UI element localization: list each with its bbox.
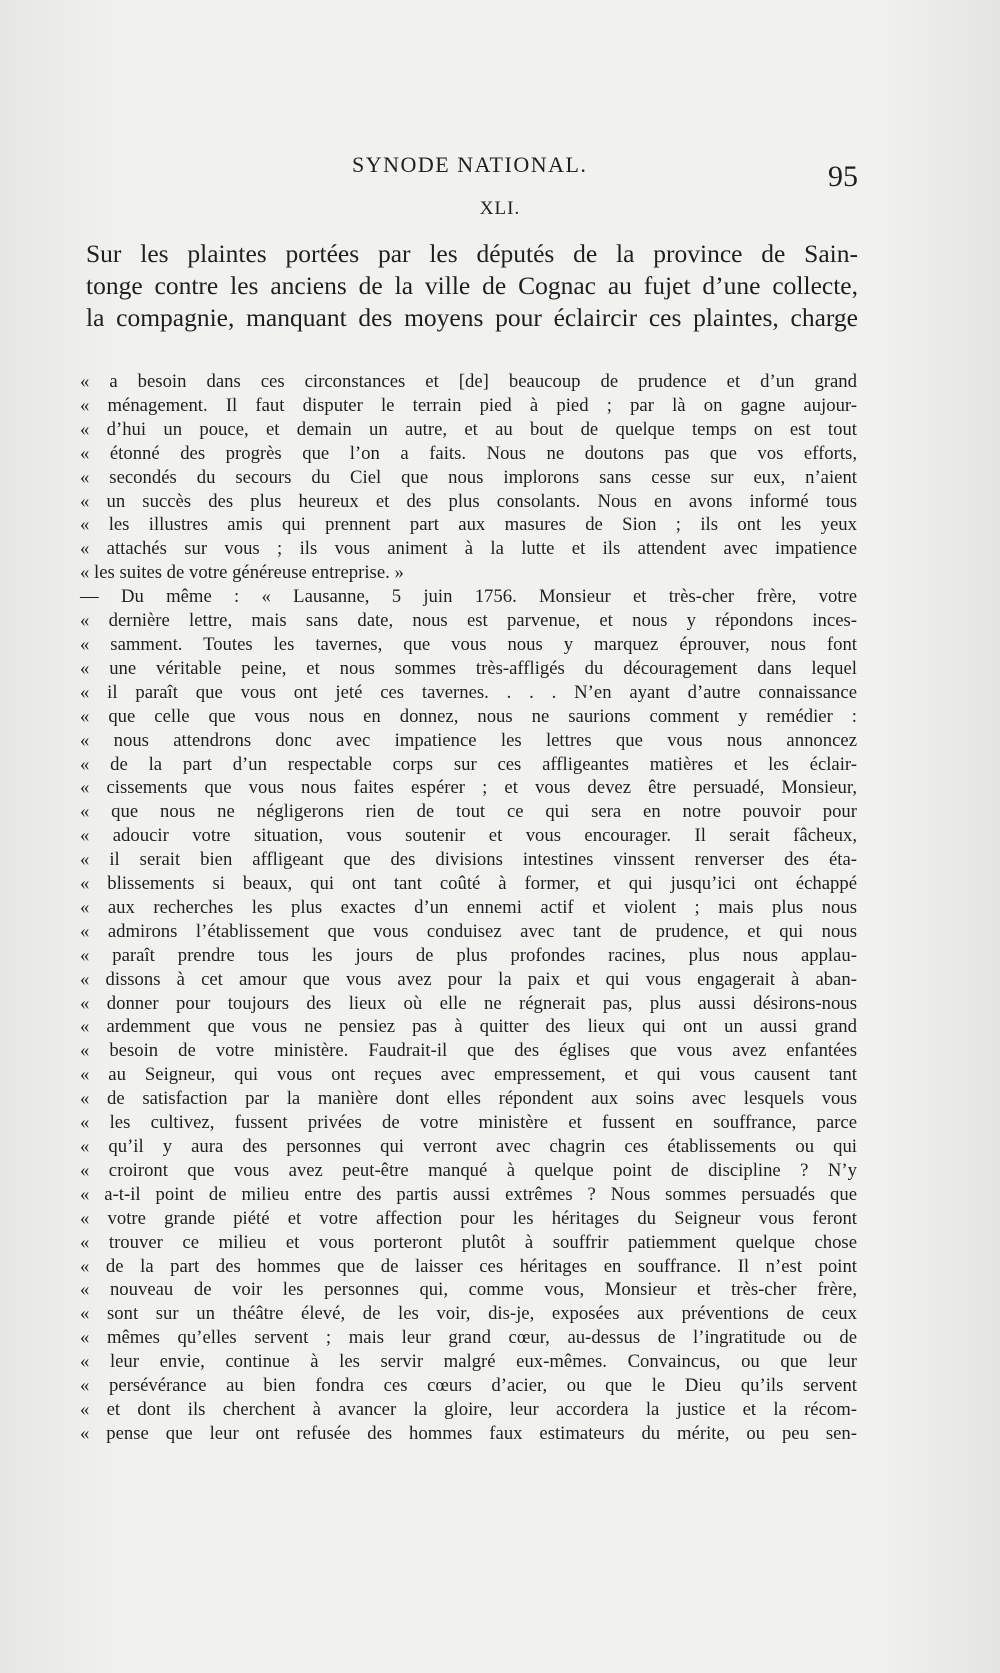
text-line: « sont sur un théâtre élevé, de les voir, dis-je, exposées aux préventions de ceux bbox=[80, 1303, 857, 1325]
text-line: « il paraît que vous ont jeté ces tavernes. . . . N’en ayant d’autre connaissance bbox=[80, 681, 857, 703]
text-line: « les illustres amis qui prennent part aux masures de Sion ; ils ont les yeux bbox=[80, 514, 857, 536]
main-paragraph bbox=[86, 238, 858, 334]
text-line: « dernière lettre, mais sans date, nous est parvenue, et nous y répondons inces- bbox=[80, 610, 857, 632]
text-line: « a besoin dans ces circonstances et [de] beaucoup de prudence et d’un grand bbox=[80, 371, 857, 392]
page-header bbox=[0, 146, 1000, 193]
text-line: « que celle que vous nous en donnez, nous ne saurions comment y remédier : bbox=[80, 705, 857, 727]
text-line: « ménagement. Il faut disputer le terrain pied à pied ; par là on gagne aujour- bbox=[80, 394, 857, 416]
text-line: « croiront que vous avez peut-être manqué à quelque point de discipline ? N’y bbox=[80, 1159, 857, 1181]
text-line: « persévérance au bien fondra ces cœurs d’acier, ou que le Dieu qu’ils servent bbox=[80, 1375, 857, 1397]
text-line: « leur envie, continue à les servir malgré eux-mêmes. Convaincus, ou que leur bbox=[80, 1351, 857, 1373]
text-line: « de la part des hommes que de laisser ces héritages en souffrance. Il n’est point bbox=[80, 1255, 857, 1277]
text-line: tonge contre les anciens de la ville de Cognac au fujet d’une collecte, bbox=[86, 271, 858, 300]
text-line: « blissements si beaux, qui ont tant coûté à former, et qui jusqu’ici ont échappé bbox=[80, 873, 857, 895]
text-line: « pense que leur ont refusée des hommes faux estimateurs du mérite, ou peu sen- bbox=[80, 1422, 857, 1444]
text-line: « les cultivez, fussent privées de votre ministère et fussent en souffrance, parce bbox=[80, 1112, 857, 1134]
text-line: « de la part d’un respectable corps sur ces affligeantes matières et les éclair- bbox=[80, 753, 857, 775]
text-line: « donner pour toujours des lieux où elle ne régnerait pas, plus aussi désirons-nous bbox=[80, 992, 857, 1014]
quoted-letter bbox=[80, 370, 857, 1446]
text-line: « qu’il y aura des personnes qui verront avec chagrin ces établissements ou qui bbox=[80, 1136, 857, 1157]
text-line: « cissements que vous nous faites espérer ; et vous devez être persuadé, Monsieur, bbox=[80, 777, 857, 799]
text-line: « adoucir votre situation, vous soutenir et vous encourager. Il serait fâcheux, bbox=[80, 825, 857, 847]
text-line: « il serait bien affligeant que des divisions intestines vinssent renverser des éta- bbox=[80, 849, 857, 871]
text-line: « dissons à cet amour que vous avez pour la paix et qui vous engagerait à aban- bbox=[80, 968, 857, 990]
text-line: « nous attendrons donc avec impatience les lettres que vous nous annoncez bbox=[80, 729, 857, 751]
text-line: « paraît prendre tous les jours de plus profondes racines, plus nous applau- bbox=[80, 944, 857, 966]
section-number: XLI. bbox=[479, 198, 521, 219]
running-title: SYNODE NATIONAL. bbox=[352, 152, 588, 177]
text-line: — Du même : « Lausanne, 5 juin 1756. Monsieur et très-cher frère, votre bbox=[80, 586, 857, 608]
text-line: « a-t-il point de milieu entre des partis aussi extrêmes ? Nous sommes persuadés que bbox=[80, 1183, 857, 1205]
text-line: « ardemment que vous ne pensiez pas à quitter des lieux qui ont un aussi grand bbox=[80, 1016, 857, 1038]
text-line: « de satisfaction par la manière dont elles répondent aux soins avec lesquels vous bbox=[80, 1088, 857, 1110]
text-line: « et dont ils cherchent à avancer la gloire, leur accordera la justice et la récom- bbox=[80, 1398, 857, 1420]
text-line: « aux recherches les plus exactes d’un ennemi actif et violent ; mais plus nous bbox=[80, 896, 857, 918]
text-line: « au Seigneur, qui vous ont reçues avec empressement, et qui vous causent tant bbox=[80, 1064, 857, 1086]
text-line: « les suites de votre généreuse entreprise. » bbox=[80, 562, 404, 584]
page-number: 95 bbox=[828, 160, 858, 193]
text-line: « secondés du secours du Ciel que nous implorons sans cesse sur eux, n’aient bbox=[80, 466, 857, 488]
text-line: « attachés sur vous ; ils vous animent à la lutte et ils attendent avec impatience bbox=[80, 538, 857, 560]
text-line: « samment. Toutes les tavernes, que vous nous y marquez éprouver, nous font bbox=[80, 633, 857, 655]
text-line: la compagnie, manquant des moyens pour éclaircir ces plaintes, charge bbox=[86, 303, 858, 332]
text-line: « une véritable peine, et nous sommes très-affligés du découragement dans lequel bbox=[80, 657, 857, 679]
text-line: Sur les plaintes portées par les députés de la province de Sain- bbox=[86, 239, 858, 268]
text-line: « votre grande piété et votre affection pour les héritages du Seigneur vous feront bbox=[80, 1207, 857, 1229]
text-line: « besoin de votre ministère. Faudrait-il que des églises que vous avez enfantées bbox=[80, 1040, 857, 1062]
text-line: « que nous ne négligerons rien de tout ce qui sera en notre pouvoir pour bbox=[80, 801, 857, 823]
text-line: « mêmes qu’elles servent ; mais leur grand cœur, au-dessus de l’ingratitude ou de bbox=[80, 1327, 857, 1349]
text-line: « trouver ce milieu et vous porteront plutôt à souffrir patiemment quelque chose bbox=[80, 1231, 857, 1253]
text-line: « d’hui un pouce, et demain un autre, et au bout de quelque temps on est tout bbox=[80, 418, 857, 440]
text-line: « étonné des progrès que l’on a faits. Nous ne doutons pas que vos efforts, bbox=[80, 442, 857, 464]
text-line: « nouveau de voir les personnes qui, comme vous, Monsieur et très-cher frère, bbox=[80, 1279, 857, 1301]
text-line: « un succès des plus heureux et des plus consolants. Nous en avons informé tous bbox=[80, 490, 857, 512]
text-line: « admirons l’établissement que vous conduisez avec tant de prudence, et qui nous bbox=[80, 920, 857, 942]
